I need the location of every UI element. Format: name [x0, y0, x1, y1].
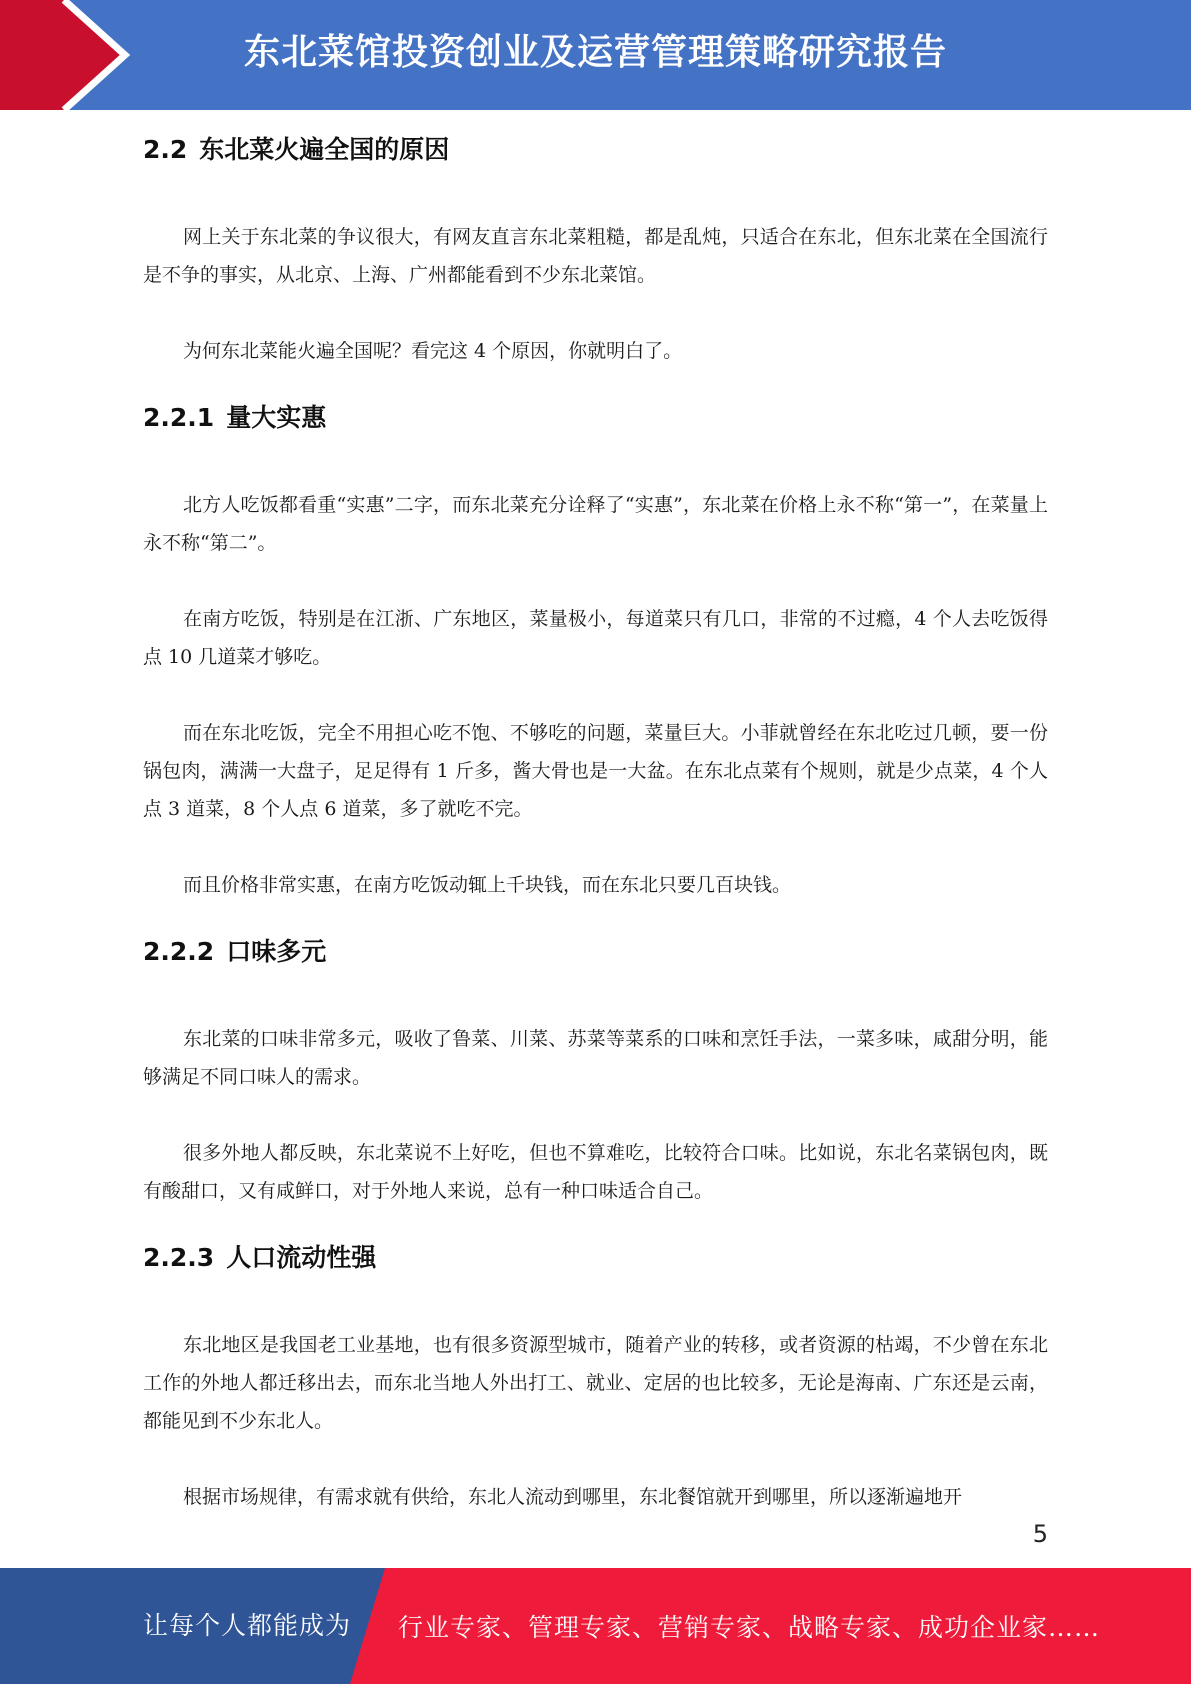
paragraph: 而且价格非常实惠，在南方吃饭动辄上千块钱，而在东北只要几百块钱。 [183, 874, 792, 896]
section-title: 量大实惠 [226, 403, 327, 432]
section-title: 口味多元 [226, 937, 327, 966]
section-number: 2.2 [143, 135, 188, 164]
paragraph: 在南方吃饭，特别是在江浙、广东地区，菜量极小，每道菜只有几口，非常的不过瘾，4 个人去吃饭得点 10 几道菜才够吃。 [143, 608, 1048, 668]
paragraph: 很多外地人都反映，东北菜说不上好吃，但也不算难吃，比较符合口味。比如说，东北名菜锅包肉，既有酸甜口，又有咸鲜口，对于外地人来说，总有一种口味适合自己。 [143, 1142, 1048, 1202]
footer-slogan-right: 行业专家、管理专家、营销专家、战略专家、成功企业家…… [398, 1613, 1101, 1642]
section-heading [143, 932, 1048, 972]
paragraph: 为何东北菜能火遍全国呢？看完这 4 个原因，你就明白了。 [183, 340, 683, 362]
paragraph: 网上关于东北菜的争议很大，有网友直言东北菜粗糙，都是乱炖，只适合在东北，但东北菜在全国流行是不争的事实，从北京、上海、广州都能看到不少东北菜馆。 [143, 226, 1048, 286]
report-title: 东北菜馆投资创业及运营管理策略研究报告 [243, 32, 947, 73]
paragraph: 东北地区是我国老工业基地，也有很多资源型城市，随着产业的转移，或者资源的枯竭，不少曾在东北工作的外地人都迁移出去，而东北当地人外出打工、就业、定居的也比较多，无论是海南、广东还是云南，都能见到不少东北人。 [143, 1334, 1048, 1432]
footer-slogan-left: 让每个人都能成为 [143, 1611, 352, 1640]
section-number: 2.2.3 [143, 1243, 215, 1272]
paragraph: 北方人吃饭都看重“实惠”二字，而东北菜充分诠释了“实惠”，东北菜在价格上永不称“第一”，在菜量上永不称“第二”。 [143, 494, 1048, 554]
section-heading [143, 1238, 1048, 1278]
section-heading [143, 398, 1048, 438]
page-number: 5 [1032, 1520, 1048, 1548]
header-chevron-icon [0, 0, 150, 110]
section-title: 人口流动性强 [226, 1243, 377, 1272]
paragraph: 东北菜的口味非常多元，吸收了鲁菜、川菜、苏菜等菜系的口味和烹饪手法，一菜多味，咸甜分明，能够满足不同口味人的需求。 [143, 1028, 1048, 1088]
section-number: 2.2.2 [143, 937, 215, 966]
paragraph: 而在东北吃饭，完全不用担心吃不饱、不够吃的问题，菜量巨大。小菲就曾经在东北吃过几顿，要一份锅包肉，满满一大盘子，足足得有 1 斤多，酱大骨也是一大盆。在东北点菜有个规则，就是少点菜，4 个人点 3 道菜，8 个人点 6 道菜，多了就吃不完。 [143, 722, 1048, 820]
paragraph: 根据市场规律，有需求就有供给，东北人流动到哪里，东北餐馆就开到哪里，所以逐渐遍地开 [183, 1486, 963, 1508]
header-banner [0, 0, 1191, 110]
footer-banner [0, 1568, 1191, 1684]
section-title: 东北菜火遍全国的原因 [199, 135, 450, 164]
page-content [143, 130, 1048, 1516]
section-heading [143, 130, 1048, 170]
section-number: 2.2.1 [143, 403, 215, 432]
